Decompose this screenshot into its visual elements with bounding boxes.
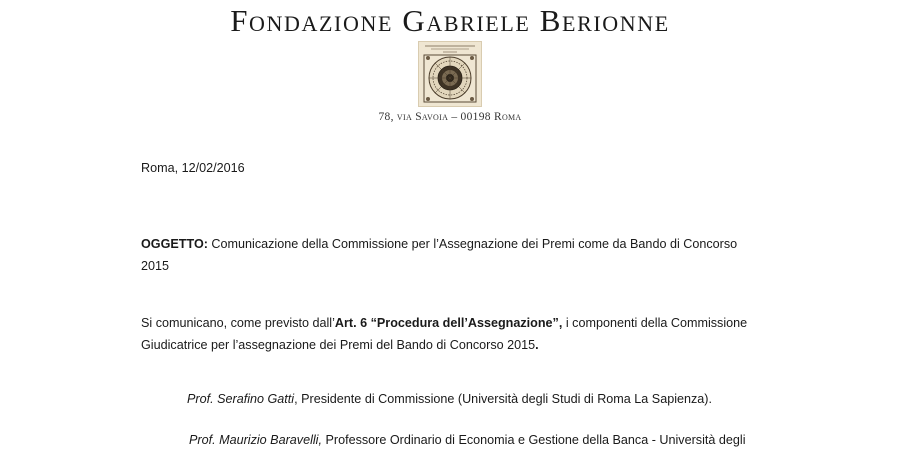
body-text: i componenti della Commissione bbox=[562, 316, 748, 330]
subject-text: Comunicazione della Commissione per l’Assegnazione dei Premi come da Bando di Concorso bbox=[207, 237, 738, 251]
subject-line bbox=[141, 233, 737, 255]
zodiac-engraving-icon bbox=[419, 42, 481, 106]
foundation-address: 78, via Savoia – 00198 Roma bbox=[378, 111, 522, 123]
body-text: Si comunicano, come previsto dall’ bbox=[141, 316, 335, 330]
body-paragraph-line bbox=[141, 334, 539, 356]
body-text: Giudicatrice per l’assegnazione dei Premi del Bando di Concorso 2015 bbox=[141, 338, 536, 352]
subject-line-continued: 2015 bbox=[141, 259, 170, 273]
commission-member bbox=[189, 429, 746, 450]
body-paragraph-line bbox=[141, 312, 747, 334]
member-name: Prof. Serafino Gatti bbox=[187, 392, 295, 406]
commission-member bbox=[187, 388, 712, 410]
member-role: , Presidente di Commissione (Università degli Studi di Roma La Sapienza). bbox=[294, 392, 712, 406]
foundation-name: Fondazione Gabriele Berionne bbox=[230, 3, 670, 38]
member-name: Prof. Maurizio Baravelli, bbox=[189, 433, 322, 447]
body-text-end: . bbox=[535, 338, 539, 352]
member-role: Professore Ordinario di Economia e Gestione della Banca - Università degli bbox=[321, 433, 746, 447]
letter-date: Roma, 12/02/2016 bbox=[141, 161, 245, 175]
subject-label: OGGETTO: bbox=[141, 237, 208, 251]
article-reference: Art. 6 “Procedura dell’Assegnazione”, bbox=[334, 316, 563, 330]
